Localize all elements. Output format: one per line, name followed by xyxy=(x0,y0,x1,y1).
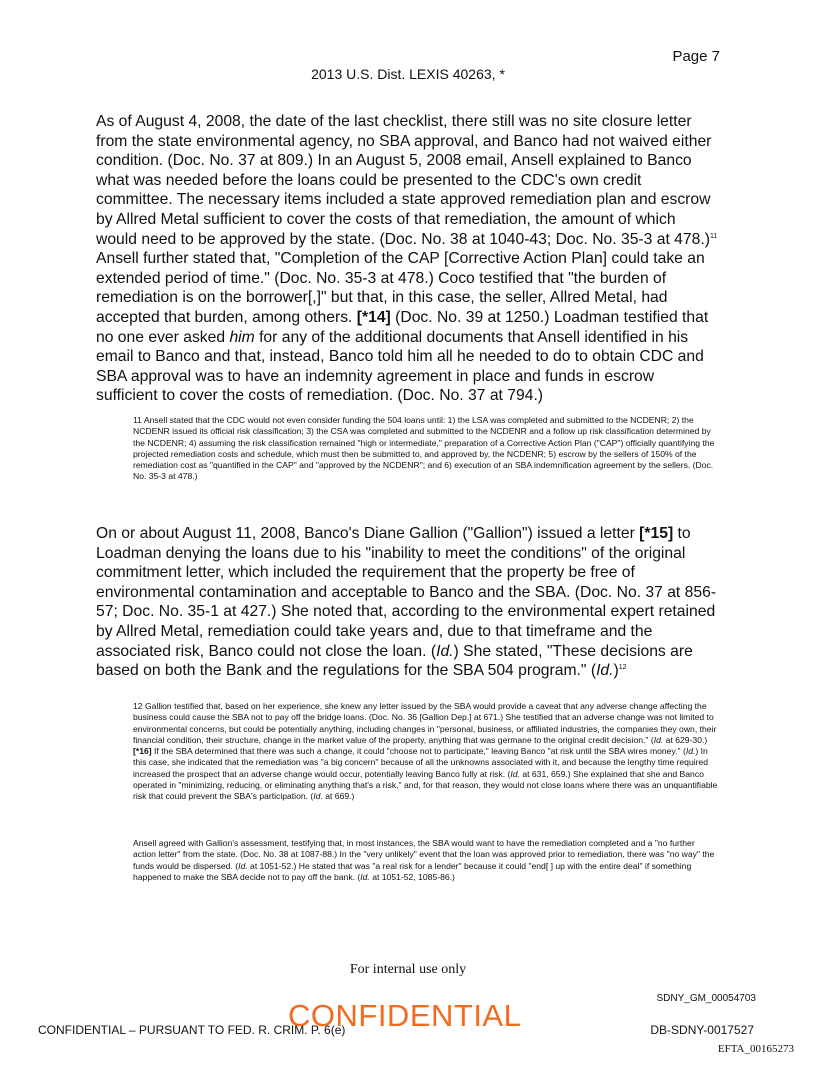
confidential-stamp: CONFIDENTIAL xyxy=(288,998,522,1033)
footnote-12-continued: Ansell agreed with Gallion's assessment, testifying that, in most instances, the SBA would want to have the remediation completed and a "no further action letter" from the state. (Doc. No. 38 at 1087-88.) In the "very unlikely" event that the loan was approved prior to remediation, there was "no way" the funds would be dispersed. (Id. at 1051-52.) He stated that was "a real risk for a lender" because it could "end[ ] up with the entire deal" if something happened to make the SBA decide not to pay off the bank. (Id. at 1051-52, 1085-86.) xyxy=(133,838,715,882)
bates-number-sdny: SDNY_GM_00054703 xyxy=(656,993,756,1004)
case-citation: 2013 U.S. Dist. LEXIS 40263, * xyxy=(311,66,505,82)
star-page-marker: [*16] xyxy=(133,746,152,757)
body-paragraph-1: As of August 4, 2008, the date of the last checklist, there still was no site closure letter from the state environmental agency, no SBA approval, and Banco had not waived either condition. (Doc. No. 37 at 809.) In an August 5, 2008 email, Ansell explained to Banco what was needed before the loans could be presented to the CDC's own credit committee. The necessary items included a state approved remediation plan and escrow by Allred Metal sufficient to cover the costs of that remediation, the amount of which would need to be approved by the state. (Doc. No. 38 at 1040-43; Doc. No. 35-3 at 478.)$^{11}$ Ansell further stated that, "Completion of the CAP [Corrective Action Plan] could take an extended period of time." (Doc. No. 35-3 at 478.) Coco testified that "the burden of remediation is on the borrower[,]" but that, in this case, the seller, Allred Metal, had accepted that burden, among others. [*14] (Doc. No. 39 at 1250.) Loadman testified that no one ever asked him for any of the additional documents that Ansell identified in his email to Banco and that, instead, Banco told him all he needed to do to obtain CDC and SBA approval was to have an indemnity agreement in place and funds in escrow sufficient to cover the costs of remediation. (Doc. No. 37 at 794.) xyxy=(96,113,718,405)
bates-number-db: DB-SDNY-0017527 xyxy=(650,1023,754,1037)
footnote-ref-11[interactable]: 11 xyxy=(709,232,718,240)
footnote-12: 12 Gallion testified that, based on her experience, she knew any letter issued by the SBA would provide a caveat that any adverse change affecting the business could cause the SBA not to pay off the bridge loans. (Doc. No. 36 [Gallion Dep.] at 671.) She testified that an adverse change was not limited to environmental concerns, but could be potentially anything, including changes in "personal, business, or affiliated industries, the companies they own, their financial condition, their structure, change in the market value of the property, anything that was germane to the original credit decision." (Id. at 629-30.) [*16] If the SBA determined that there was such a change, it could "choose not to participate," leaving Banco "at risk until the SBA wires money." (Id.) In this case, she indicated that the remediation was "a big concern" because of all the unknowns associated with it, and because the lengthy time required increased the prospect that an adverse change would occur, potentially leaving Banco fully at risk. (Id. at 631, 659.) She explained that she and Banco operated in "minimizing, reducing, or eliminating anything that's a risk," and, for that reason, they would not close loans where there was an unquantifiable risk that could prevent the SBA's participation. (Id. at 669.) xyxy=(133,701,718,802)
footnote-11: 11 Ansell stated that the CDC would not even consider funding the 504 loans until: 1) the LSA was completed and submitted to the NCDENR; 2) the NCDENR issued its official risk classification; 3) the CSA was completed and submitted to the NCDENR and a follow up risk classification determined by the NCDENR; 4) assuming the risk classification remained "high or intermediate," preparation of a Corrective Action Plan ("CAP") officially quantifying the projected remediation costs and schedule, which must then be submitted to, and approved by, the NCDENR; 5) escrow by the sellers of 150% of the remediation cost as "quantified in the CAP" and "approved by the NCDENR"; and 6) execution of an SBA indemnification agreement by the sellers. (Doc. No. 35-3 at 478.) xyxy=(133,415,715,482)
star-page-marker: [*14] xyxy=(356,308,391,326)
confidentiality-notice: CONFIDENTIAL – PURSUANT TO FED. R. CRIM. P. 6(e) xyxy=(38,1023,346,1037)
internal-use-notice: For internal use only xyxy=(349,962,467,977)
star-page-marker: [*15] xyxy=(639,525,674,542)
body-paragraph-2: On or about August 11, 2008, Banco's Diane Gallion ("Gallion") issued a letter [*15] to Loadman denying the loans due to his "inability to meet the conditions" of the original commitment letter, which included the requirement that the property be free of environmental contamination and acceptable to Banco and the SBA. (Doc. No. 37 at 856-57; Doc. No. 35-1 at 427.) She noted that, according to the environmental expert retained by Allred Metal, remediation could take years and, due to that timeframe and the associated risk, Banco could not close the loan. (Id.) She stated, "These decisions are based on both the Bank and the regulations for the SBA 504 program." $(Id.)^{12}$ xyxy=(96,525,717,680)
footnote-ref-12[interactable]: 12 xyxy=(618,663,627,671)
page-number: Page 7 xyxy=(672,48,720,65)
efta-number: EFTA_00165273 xyxy=(717,1043,794,1055)
